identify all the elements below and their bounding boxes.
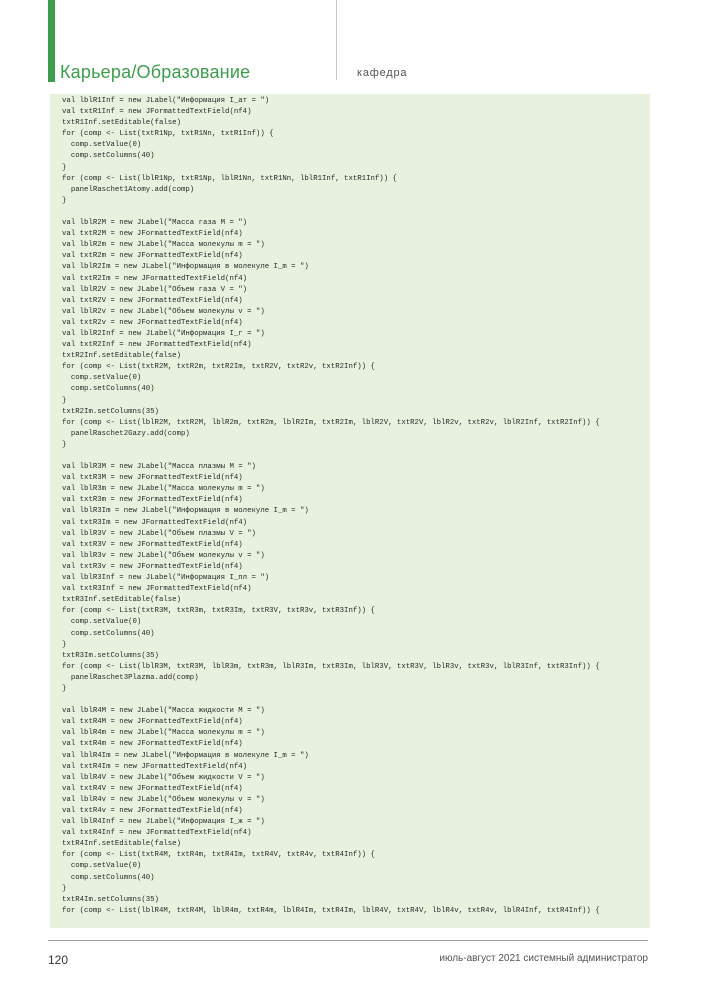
code-line: val lblR2M = new JLabel("Масса газа M = ") [62, 219, 248, 228]
section-accent-bar [48, 0, 55, 82]
code-line: val txtR3V = new JFormattedTextField(nf4) [62, 540, 243, 549]
code-line: val txtR2M = new JFormattedTextField(nf4) [62, 230, 243, 239]
code-line: comp.setValue(0) [62, 618, 142, 627]
code-line: val lblR4v = new JLabel("Объем молекулы v = ") [62, 795, 265, 804]
code-line: for (comp <- List(txtR3M, txtR3m, txtR3Im, txtR3V, txtR3v, txtR3Inf)) { [62, 607, 375, 616]
code-line: val lblR3M = new JLabel("Масса плазмы M = ") [62, 463, 256, 472]
code-line: val lblR4M = new JLabel("Масса жидкости M = ") [62, 707, 265, 716]
code-line: for (comp <- List(txtR1Np, txtR1Nn, txtR1Inf)) { [62, 130, 274, 139]
code-line: val txtR4V = new JFormattedTextField(nf4) [62, 784, 243, 793]
code-line: txtR3Inf.setEditable(false) [62, 596, 181, 605]
code-line: for (comp <- List(lblR1Np, txtR1Np, lblR1Nn, txtR1Nn, lblR1Inf, txtR1Inf)) { [62, 174, 397, 183]
issue-info: июль-август 2021 системный администратор [439, 953, 648, 964]
code-line: comp.setColumns(40) [62, 385, 155, 394]
code-line: val lblR2Inf = new JLabel("Информация I_г = ") [62, 329, 265, 338]
code-line: val txtR4Im = new JFormattedTextField(nf4) [62, 762, 248, 771]
code-line: comp.setColumns(40) [62, 873, 155, 882]
code-line: val txtR4v = new JFormattedTextField(nf4) [62, 807, 243, 815]
code-line: val lblR4Inf = new JLabel("Информация I_ж = ") [62, 818, 265, 827]
code-line: txtR2Im.setColumns(35) [62, 407, 159, 416]
code-line: } [62, 884, 67, 893]
code-line: txtR2Inf.setEditable(false) [62, 352, 181, 361]
code-line: val lblR2m = new JLabel("Масса молекулы m = ") [62, 241, 265, 250]
section-subtitle: кафедра [357, 67, 408, 79]
code-line: val txtR3Inf = new JFormattedTextField(nf4) [62, 585, 252, 594]
code-line: for (comp <- List(txtR2M, txtR2m, txtR2Im, txtR2V, txtR2v, txtR2Inf)) { [62, 363, 375, 372]
code-line: val lblR4V = new JLabel("Объем жидкости V = ") [62, 773, 265, 782]
code-listing [50, 94, 650, 928]
code-line [62, 207, 600, 218]
code-line: } [62, 440, 67, 449]
header-divider [336, 0, 337, 80]
code-line: val txtR1Inf = new JFormattedTextField(nf4) [62, 108, 252, 117]
code-line: } [62, 396, 67, 405]
code-line: val txtR2v = new JFormattedTextField(nf4) [62, 318, 243, 327]
code-line: val lblR2V = new JLabel("Объем газа V = ") [62, 285, 248, 294]
code-line: comp.setColumns(40) [62, 629, 155, 638]
code-line: } [62, 196, 67, 205]
code-line: val lblR4Im = new JLabel("Информация в молекуле I_m = ") [62, 751, 309, 760]
code-line: val lblR2Im = new JLabel("Информация в молекуле I_m = ") [62, 263, 309, 272]
code-block [62, 96, 600, 917]
code-line: for (comp <- List(lblR3M, txtR3M, lblR3m, txtR3m, lblR3Im, txtR3Im, lblR3V, txtR3V, lblR3v, txtR3v, lblR3Inf, txtR3Inf)) { [62, 662, 600, 671]
section-title: Карьера/Образование [60, 62, 251, 82]
footer-divider [48, 940, 648, 941]
code-line: val txtR4M = new JFormattedTextField(nf4) [62, 718, 243, 727]
code-line: panelRaschet1Atomy.add(comp) [62, 185, 195, 194]
code-line [62, 451, 600, 462]
code-line: val txtR3m = new JFormattedTextField(nf4) [62, 496, 243, 505]
code-line: txtR1Inf.setEditable(false) [62, 119, 181, 128]
code-line: val txtR2Inf = new JFormattedTextField(nf4) [62, 341, 252, 350]
code-line: comp.setValue(0) [62, 862, 142, 871]
code-line: val txtR2Im = new JFormattedTextField(nf4) [62, 274, 248, 283]
code-line: for (comp <- List(lblR4M, txtR4M, lblR4m, txtR4m, lblR4Im, txtR4Im, lblR4V, txtR4V, lblR4v, txtR4v, lblR4Inf, txtR4Inf)) { [62, 906, 600, 915]
code-line: val lblR3v = new JLabel("Объем молекулы v = ") [62, 551, 265, 560]
code-line: val lblR3m = new JLabel("Масса молекулы m = ") [62, 485, 265, 494]
code-line: comp.setValue(0) [62, 141, 142, 150]
code-line: for (comp <- List(txtR4M, txtR4m, txtR4Im, txtR4V, txtR4v, txtR4Inf)) { [62, 851, 375, 860]
code-line: val lblR1Inf = new JLabel("Информация I_ат = ") [62, 97, 270, 105]
code-line: } [62, 640, 67, 649]
code-line: val txtR3M = new JFormattedTextField(nf4) [62, 474, 243, 483]
code-line: val lblR3V = new JLabel("Объем плазмы V = ") [62, 529, 256, 538]
code-line: } [62, 163, 67, 172]
code-line: val txtR4Inf = new JFormattedTextField(nf4) [62, 829, 252, 838]
code-line: } [62, 684, 67, 693]
code-line: val txtR4m = new JFormattedTextField(nf4) [62, 740, 243, 749]
code-line: val txtR3Im = new JFormattedTextField(nf4) [62, 518, 248, 527]
code-line: val lblR3Inf = new JLabel("Информация I_пл = ") [62, 574, 270, 583]
code-line: for (comp <- List(lblR2M, txtR2M, lblR2m, txtR2m, lblR2Im, txtR2Im, lblR2V, txtR2V, lblR2v, txtR2v, lblR2Inf, txtR2Inf)) { [62, 418, 600, 427]
code-line: txtR4Inf.setEditable(false) [62, 840, 181, 849]
code-line: val txtR2V = new JFormattedTextField(nf4) [62, 296, 243, 305]
code-line [62, 695, 600, 706]
code-line: val txtR2m = new JFormattedTextField(nf4) [62, 252, 243, 261]
code-line: panelRaschet3Plazma.add(comp) [62, 673, 199, 682]
code-line: txtR4Im.setColumns(35) [62, 895, 159, 904]
code-line: comp.setColumns(40) [62, 152, 155, 161]
page-number: 120 [48, 953, 69, 967]
code-line: val txtR3v = new JFormattedTextField(nf4) [62, 562, 243, 571]
code-line: val lblR2v = new JLabel("Объем молекулы v = ") [62, 307, 265, 316]
code-line: panelRaschet2Gazy.add(comp) [62, 429, 190, 438]
code-line: txtR3Im.setColumns(35) [62, 651, 159, 660]
code-line: comp.setValue(0) [62, 374, 142, 383]
code-line: val lblR4m = new JLabel("Масса молекулы m = ") [62, 729, 265, 738]
code-line: val lblR3Im = new JLabel("Информация в молекуле I_m = ") [62, 507, 309, 516]
